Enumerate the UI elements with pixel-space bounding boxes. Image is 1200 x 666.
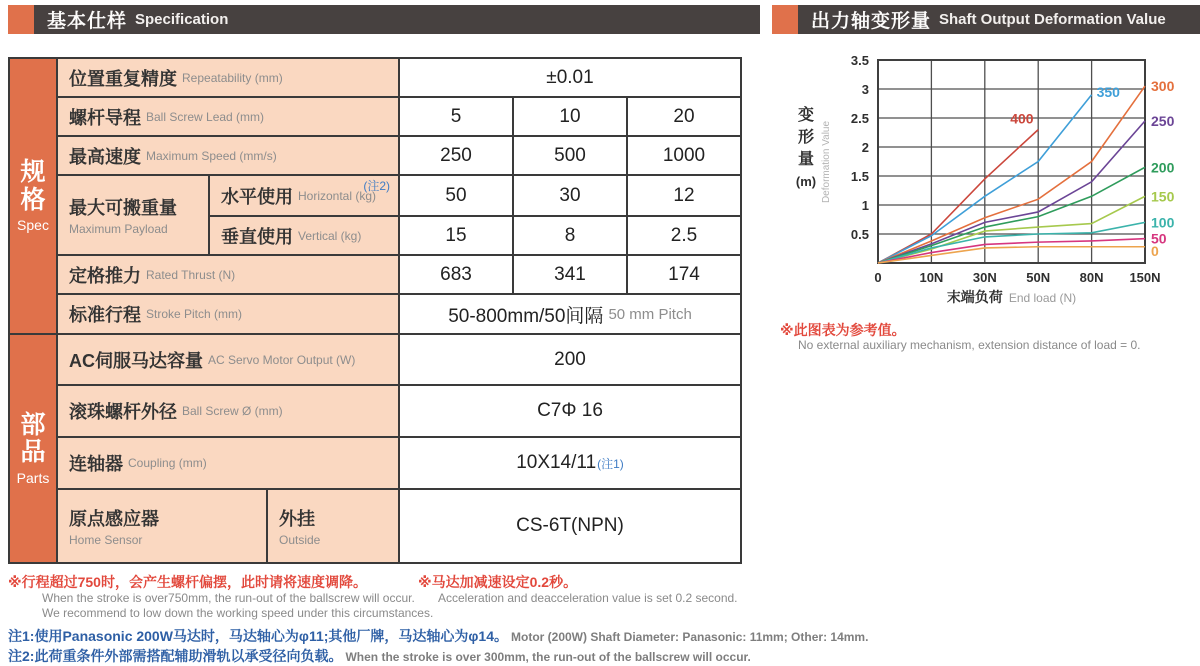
row-home-sensor-value bbox=[400, 490, 740, 562]
svg-text:350: 350 bbox=[1096, 83, 1120, 100]
footnote-stroke-warning-en2: We recommend to low down the working speed under this circumstances. bbox=[42, 606, 434, 620]
svg-text:Deformation Value: Deformation Value bbox=[821, 120, 832, 204]
speed-en: Maximum Speed (mm/s) bbox=[146, 148, 277, 163]
stroke-en: Stroke Pitch (mm) bbox=[146, 307, 243, 321]
vertical-value-3 bbox=[628, 217, 740, 254]
row-screw-diameter-value bbox=[400, 386, 740, 436]
horizontal-value-1 bbox=[400, 176, 512, 215]
lead-en: Ball Screw Lead (mm) bbox=[146, 109, 265, 124]
deformation-title-en: Shaft Output Deformation Value bbox=[939, 11, 1166, 28]
row-repeatability-label bbox=[58, 59, 398, 96]
coupling-zh: 连轴器 bbox=[69, 454, 123, 474]
row-speed-label bbox=[58, 137, 398, 174]
vertical-v2: 8 bbox=[564, 224, 576, 246]
speed-value-1 bbox=[400, 137, 512, 174]
stroke-value-zh: 50-800mm/50间隔 bbox=[448, 305, 604, 327]
motor-en: AC Servo Motor Output (W) bbox=[208, 352, 356, 367]
orange-accent-square bbox=[8, 5, 34, 34]
chart-note-zh: ※此图表为参考值。 bbox=[780, 322, 906, 338]
specification-title-en: Specification bbox=[135, 11, 229, 28]
outside-en: Outside bbox=[279, 533, 321, 547]
deformation-title-zh: 出力轴变形量 bbox=[811, 11, 932, 32]
thrust-zh: 定格推力 bbox=[69, 265, 141, 286]
vertical-v3: 2.5 bbox=[670, 224, 698, 246]
sidebar-parts bbox=[10, 335, 56, 562]
horizontal-v2: 30 bbox=[559, 184, 581, 206]
vertical-value-2 bbox=[514, 217, 626, 254]
deformation-header-bar bbox=[772, 5, 1200, 34]
note1-zh: 注1:使用Panasonic 200W马达时，马达轴心为φ11;其他厂牌，马达轴心为φ14。 bbox=[8, 628, 508, 644]
row-home-sensor-label bbox=[58, 490, 266, 562]
horizontal-v3: 12 bbox=[673, 184, 695, 206]
sidebar-parts-label-zh: 部品 bbox=[20, 410, 46, 466]
horizontal-value-2 bbox=[514, 176, 626, 215]
svg-text:200: 200 bbox=[1151, 159, 1175, 176]
note2-en: When the stroke is over 300mm, the run-out of the ballscrew will occur. bbox=[345, 650, 751, 664]
row-thrust-label bbox=[58, 256, 398, 293]
footnote-stroke-warning-zh: ※行程超过750时，会产生螺杆偏摆，此时请将速度调降。 bbox=[8, 574, 367, 590]
stroke-value-en: 50 mm Pitch bbox=[608, 305, 692, 323]
svg-text:100: 100 bbox=[1151, 214, 1175, 231]
svg-text:3.5: 3.5 bbox=[850, 53, 869, 68]
svg-text:0: 0 bbox=[874, 270, 882, 285]
svg-text:末端负荷End load (N): 末端负荷 End load (N) bbox=[946, 289, 1077, 305]
screw-diameter-value: C7Φ 16 bbox=[537, 400, 603, 421]
vertical-en: Vertical (kg) bbox=[298, 228, 362, 243]
svg-text:50: 50 bbox=[1151, 230, 1167, 247]
row-lead-label bbox=[58, 98, 398, 135]
horizontal-zh: 水平使用 bbox=[221, 186, 293, 207]
speed-v3: 1000 bbox=[662, 144, 706, 166]
specification-table bbox=[8, 57, 742, 564]
row-outside-label bbox=[268, 490, 398, 562]
speed-value-2 bbox=[514, 137, 626, 174]
svg-text:300: 300 bbox=[1151, 78, 1175, 95]
motor-value: 200 bbox=[554, 348, 586, 370]
row-screw-diameter-label bbox=[58, 386, 398, 436]
row-payload-label bbox=[58, 176, 208, 254]
footnote-note2 bbox=[8, 646, 751, 666]
speed-v1: 250 bbox=[440, 144, 472, 166]
row-motor-label bbox=[58, 335, 398, 384]
note2-superscript: (注2) bbox=[363, 179, 390, 193]
svg-text:10N: 10N bbox=[919, 270, 944, 285]
svg-text:变: 变 bbox=[797, 107, 815, 124]
thrust-v2: 341 bbox=[554, 263, 586, 285]
repeatability-value: ±0.01 bbox=[546, 66, 594, 88]
row-horizontal-label bbox=[210, 176, 398, 215]
vertical-value-1 bbox=[400, 217, 512, 254]
vertical-v1: 15 bbox=[445, 224, 467, 246]
screw-diameter-zh: 滚珠螺杆外径 bbox=[69, 402, 177, 422]
row-stroke-value bbox=[400, 295, 740, 333]
repeatability-en: Repeatability (mm) bbox=[182, 70, 283, 85]
payload-zh: 最大可搬重量 bbox=[69, 198, 177, 218]
row-repeatability-value bbox=[400, 59, 740, 96]
deformation-line-chart bbox=[772, 50, 1200, 312]
svg-text:量: 量 bbox=[797, 151, 815, 168]
horizontal-value-3 bbox=[628, 176, 740, 215]
thrust-v3: 174 bbox=[668, 263, 700, 285]
svg-text:250: 250 bbox=[1151, 112, 1175, 129]
svg-text:50N: 50N bbox=[1026, 270, 1051, 285]
note1-en: Motor (200W) Shaft Diameter: Panasonic: 11mm; Other: 14mm. bbox=[511, 630, 869, 644]
row-vertical-label bbox=[210, 217, 398, 254]
lead-value-2 bbox=[514, 98, 626, 135]
specification-header-bar bbox=[8, 5, 760, 34]
footnote-accel-zh: ※马达加减速设定0.2秒。 bbox=[418, 574, 578, 590]
sidebar-spec bbox=[10, 59, 56, 333]
lead-value-1 bbox=[400, 98, 512, 135]
stroke-zh: 标准行程 bbox=[69, 305, 141, 325]
deformation-section bbox=[772, 0, 1200, 666]
sidebar-spec-label-en: Spec bbox=[17, 217, 49, 233]
thrust-v1: 683 bbox=[440, 263, 472, 285]
speed-value-3 bbox=[628, 137, 740, 174]
home-sensor-value: CS-6T(NPN) bbox=[516, 515, 624, 536]
thrust-value-2 bbox=[514, 256, 626, 293]
speed-v2: 500 bbox=[554, 144, 586, 166]
chart-note-en: No external auxiliary mechanism, extension distance of load = 0. bbox=[798, 338, 1141, 352]
thrust-value-1 bbox=[400, 256, 512, 293]
vertical-zh: 垂直使用 bbox=[221, 226, 293, 247]
footnote-note1 bbox=[8, 626, 868, 646]
coupling-value: 10X14/11 bbox=[516, 452, 597, 473]
sidebar-spec-label-zh: 规格 bbox=[20, 158, 46, 214]
lead-value-3 bbox=[628, 98, 740, 135]
lead-v3: 20 bbox=[673, 105, 695, 127]
svg-text:80N: 80N bbox=[1079, 270, 1104, 285]
svg-text:(m): (m) bbox=[795, 174, 817, 189]
orange-accent-square bbox=[772, 5, 798, 34]
svg-text:2.5: 2.5 bbox=[850, 111, 869, 126]
sidebar-parts-label-en: Parts bbox=[16, 469, 50, 486]
svg-text:1: 1 bbox=[861, 198, 869, 213]
svg-text:400: 400 bbox=[1010, 110, 1034, 127]
motor-zh: AC伺服马达容量 bbox=[69, 350, 203, 371]
repeatability-zh: 位置重复精度 bbox=[69, 68, 177, 89]
thrust-en: Rated Thrust (N) bbox=[146, 267, 236, 282]
footnote-stroke-warning-en1: When the stroke is over750mm, the run-out of the ballscrew will occur. bbox=[42, 591, 415, 605]
svg-text:150N: 150N bbox=[1129, 270, 1161, 285]
svg-text:1.5: 1.5 bbox=[850, 169, 869, 184]
svg-text:30N: 30N bbox=[972, 270, 997, 285]
thrust-value-3 bbox=[628, 256, 740, 293]
coupling-en: Coupling (mm) bbox=[128, 456, 207, 470]
lead-zh: 螺杆导程 bbox=[69, 107, 141, 128]
svg-text:0.5: 0.5 bbox=[850, 227, 869, 242]
note2-zh: 注2:此荷重条件外部需搭配辅助滑轨以承受径向负载。 bbox=[8, 648, 343, 664]
svg-text:3: 3 bbox=[861, 82, 869, 97]
payload-en: Maximum Payload bbox=[69, 222, 168, 236]
specification-title-zh: 基本仕样 bbox=[47, 11, 128, 32]
row-coupling-value bbox=[400, 438, 740, 488]
horizontal-v1: 50 bbox=[445, 184, 467, 206]
lead-v2: 10 bbox=[559, 105, 581, 127]
row-coupling-label bbox=[58, 438, 398, 488]
svg-text:2: 2 bbox=[861, 140, 869, 155]
speed-zh: 最高速度 bbox=[69, 146, 141, 167]
home-sensor-zh: 原点感应器 bbox=[69, 509, 159, 529]
lead-v1: 5 bbox=[450, 105, 462, 127]
row-motor-value bbox=[400, 335, 740, 384]
svg-text:0: 0 bbox=[1151, 242, 1159, 259]
svg-text:形: 形 bbox=[797, 129, 815, 146]
footnote-accel-en: Acceleration and deacceleration value is set 0.2 second. bbox=[438, 591, 738, 605]
svg-text:150: 150 bbox=[1151, 188, 1175, 205]
row-stroke-label bbox=[58, 295, 398, 333]
home-sensor-en: Home Sensor bbox=[69, 533, 143, 547]
horizontal-en: Horizontal (kg) bbox=[298, 188, 377, 203]
screw-diameter-en: Ball Screw Ø (mm) bbox=[182, 404, 283, 418]
outside-zh: 外挂 bbox=[279, 509, 315, 529]
note1-superscript: (注1) bbox=[597, 456, 624, 471]
